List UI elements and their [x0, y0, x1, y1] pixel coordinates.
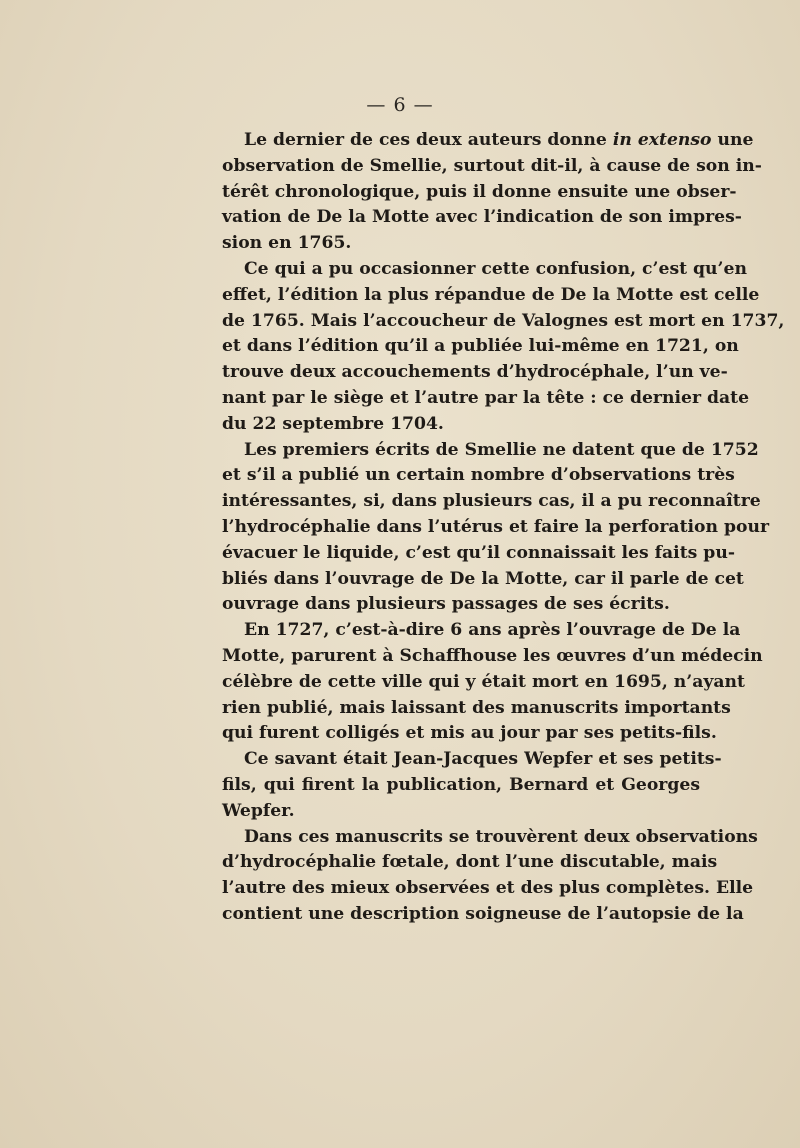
paragraph-1: [222, 128, 762, 257]
text-line: contient une description soigneuse de l’autopsie de la: [222, 903, 744, 924]
text-line: sion en 1765.: [222, 233, 352, 254]
text-line: d’hydrocéphalie fœtale, dont l’une discutable, mais: [222, 852, 718, 873]
text-line: En 1727, c’est-à-dire 6 ans après l’ouvrage de De la: [244, 620, 741, 641]
text-line: et dans l’édition qu’il a publiée lui-même en 1721, on: [222, 336, 739, 357]
text-line: Les premiers écrits de Smellie ne datent que de 1752: [244, 439, 759, 460]
text-line: ouvrage dans plusieurs passages de ses écrits.: [222, 594, 670, 615]
text-line: Motte, parurent à Schaffhouse les œuvres d’un médecin: [222, 645, 763, 666]
text-line: vation de De la Motte avec l’indication de son impres-: [222, 207, 742, 228]
page-number: — 6 —: [366, 94, 434, 116]
body-text: [222, 128, 785, 928]
paragraph-4: [222, 618, 763, 747]
paragraph-3: [222, 438, 770, 619]
text-line: l’hydrocéphalie dans l’utérus et faire la perforation pour: [222, 516, 770, 537]
text-line: Le dernier de ces deux auteurs donne in extenso une: [244, 130, 754, 150]
text-line: trouve deux accouchements d’hydrocéphale, l’un ve-: [222, 362, 728, 383]
text-line: l’autre des mieux observées et des plus complètes. Elle: [222, 878, 754, 899]
text-line: Ce qui a pu occasionner cette confusion, c’est qu’en: [244, 258, 747, 279]
text-line: bliés dans l’ouvrage de De la Motte, car il parle de cet: [222, 568, 744, 589]
text-line: évacuer le liquide, c’est qu’il connaissait les faits pu-: [222, 542, 735, 563]
text-line: rien publié, mais laissant des manuscrits importants: [222, 697, 731, 718]
text-line: du 22 septembre 1704.: [222, 413, 444, 434]
text-line: célèbre de cette ville qui y était mort en 1695, n’ayant: [222, 671, 745, 692]
paragraph-6: [222, 825, 758, 928]
text-line: et s’il a publié un certain nombre d’observations très: [222, 465, 735, 486]
text-line: effet, l’édition la plus répandue de De la Motte est celle: [222, 284, 760, 305]
paragraph-2: [222, 257, 785, 438]
text-line: Wepfer.: [222, 800, 295, 821]
text-line: observation de Smellie, surtout dit-il, à cause de son in-: [222, 155, 762, 176]
text-line: térêt chronologique, puis il donne ensuite une obser-: [222, 181, 737, 202]
text-line: qui furent colligés et mis au jour par ses petits-fils.: [222, 723, 717, 744]
text-line: nant par le siège et l’autre par la tête : ce dernier date: [222, 387, 750, 408]
text-line: fils, qui firent la publication, Bernard et Georges: [222, 774, 700, 795]
text-line: de 1765. Mais l’accoucheur de Valognes est mort en 1737,: [222, 310, 785, 331]
text-line: intéressantes, si, dans plusieurs cas, il a pu reconnaître: [222, 491, 761, 512]
italic-phrase: in extenso: [612, 130, 712, 150]
text-line: Dans ces manuscrits se trouvèrent deux observations: [244, 826, 758, 847]
paragraph-5: [222, 747, 722, 824]
text-line: Ce savant était Jean-Jacques Wepfer et ses petits-: [244, 749, 722, 770]
